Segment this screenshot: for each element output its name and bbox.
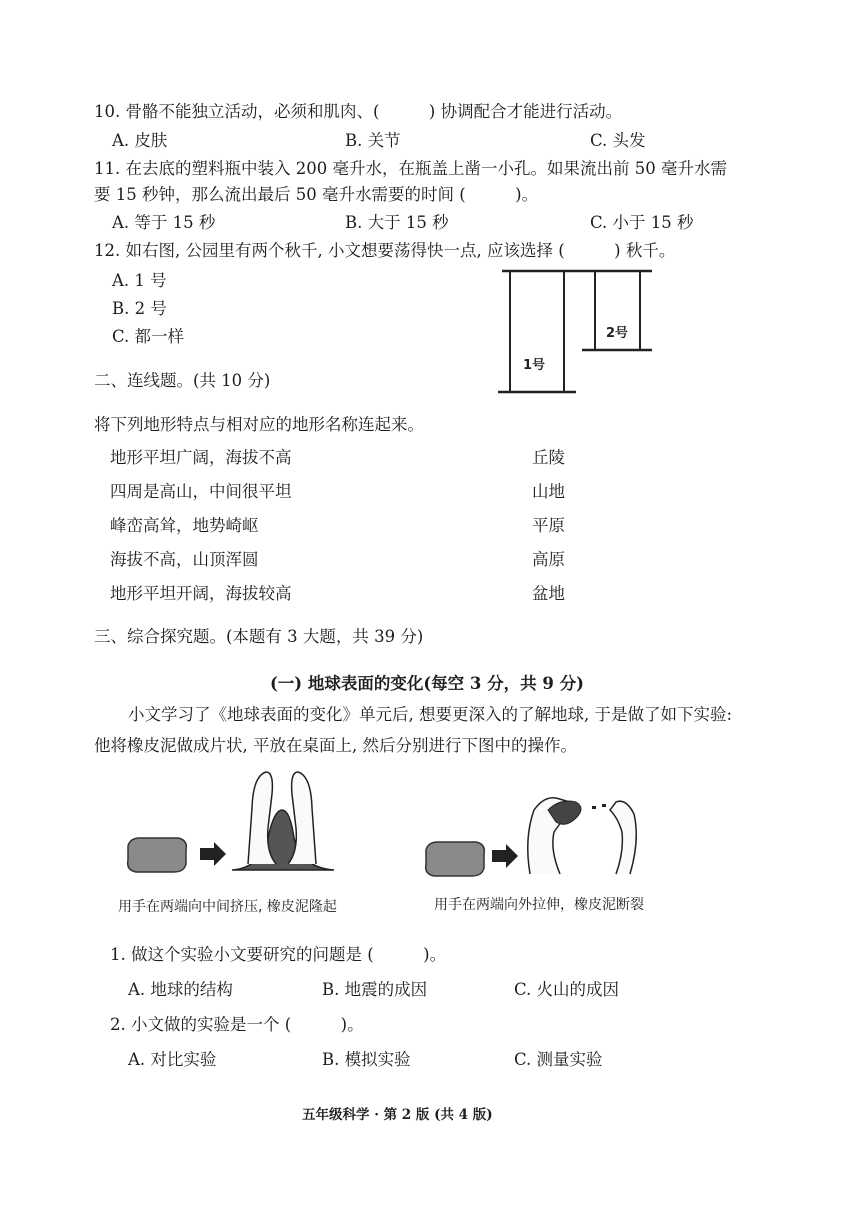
q12-stem: 12. 如右图, 公园里有两个秋千, 小文想要荡得快一点, 应该选择 ( ) 秋千。	[94, 241, 676, 260]
q12-option-b[interactable]: B. 2 号	[112, 299, 167, 318]
match-left-3[interactable]: 峰峦高耸，地势崎岖	[110, 516, 259, 535]
s3-q2-stem: 2. 小文做的实验是一个 ( )。	[110, 1015, 364, 1034]
match-left-1[interactable]: 地形平坦广阔，海拔不高	[110, 448, 292, 467]
q10-option-c[interactable]: C. 头发	[590, 131, 646, 150]
clay-fragment-icon	[602, 804, 606, 807]
q10-option-b[interactable]: B. 关节	[345, 131, 401, 150]
s3-q2-option-c[interactable]: C. 测量实验	[514, 1050, 603, 1069]
bulging-clay-icon	[232, 810, 334, 870]
page-footer: 五年级科学 · 第 2 版 (共 4 版)	[302, 1107, 493, 1123]
section3-subtitle: (一) 地球表面的变化(每空 3 分，共 9 分)	[270, 674, 584, 693]
match-right-5[interactable]: 盆地	[532, 584, 565, 603]
match-left-4[interactable]: 海拔不高，山顶浑圆	[110, 550, 259, 569]
swing1-label: 1号	[523, 358, 546, 373]
q10-stem: 10. 骨骼不能独立活动，必须和肌肉、( ) 协调配合才能进行活动。	[94, 102, 623, 121]
section3-title: 三、综合探究题。(本题有 3 大题，共 39 分)	[94, 627, 424, 646]
q11-stem-line1: 11. 在去底的塑料瓶中装入 200 毫升水，在瓶盖上凿一小孔。如果流出前 50 毫升水需	[94, 159, 727, 178]
section2-title: 二、连线题。(共 10 分)	[94, 371, 271, 390]
s3-q2-option-b[interactable]: B. 模拟实验	[322, 1050, 411, 1069]
q11-stem-line2: 要 15 秒钟，那么流出最后 50 毫升水需要的时间 ( )。	[94, 185, 539, 204]
caption-compress: 用手在两端向中间挤压, 橡皮泥隆起	[118, 899, 337, 915]
swing2-label: 2号	[606, 326, 629, 341]
match-right-2[interactable]: 山地	[532, 482, 565, 501]
q10-option-a[interactable]: A. 皮肤	[112, 131, 168, 150]
section2-instruction: 将下列地形特点与相对应的地形名称连起来。	[94, 415, 424, 434]
compress-experiment-figure	[120, 768, 370, 890]
arrow-right-icon	[200, 842, 226, 866]
right-hand-icon	[610, 801, 636, 874]
q11-option-b[interactable]: B. 大于 15 秒	[345, 213, 449, 232]
section3-intro-line1: 小文学习了《地球表面的变化》单元后, 想要更深入的了解地球, 于是做了如下实验:	[128, 705, 733, 724]
arrow-right-icon	[492, 844, 518, 868]
swings-figure	[490, 262, 665, 400]
clay-slab-icon	[426, 842, 485, 876]
s3-q1-option-c[interactable]: C. 火山的成因	[514, 980, 620, 999]
clay-fragment-icon	[592, 806, 596, 809]
match-right-1[interactable]: 丘陵	[532, 448, 565, 467]
s3-q1-option-b[interactable]: B. 地震的成因	[322, 980, 428, 999]
s3-q1-option-a[interactable]: A. 地球的结构	[128, 980, 233, 999]
match-right-4[interactable]: 高原	[532, 550, 565, 569]
match-left-2[interactable]: 四周是高山，中间很平坦	[110, 482, 292, 501]
s3-q2-option-a[interactable]: A. 对比实验	[128, 1050, 217, 1069]
q12-option-c[interactable]: C. 都一样	[112, 327, 185, 346]
match-left-5[interactable]: 地形平坦开阔，海拔较高	[110, 584, 292, 603]
q11-option-c[interactable]: C. 小于 15 秒	[590, 213, 694, 232]
s3-q1-stem: 1. 做这个实验小文要研究的问题是 ( )。	[110, 945, 447, 964]
caption-stretch: 用手在两端向外拉伸，橡皮泥断裂	[434, 897, 644, 913]
q11-option-a[interactable]: A. 等于 15 秒	[112, 213, 216, 232]
clay-slab-icon	[128, 838, 187, 872]
stretch-experiment-figure	[420, 788, 670, 888]
q12-option-a[interactable]: A. 1 号	[112, 271, 167, 290]
match-right-3[interactable]: 平原	[532, 516, 565, 535]
section3-intro-line2: 他将橡皮泥做成片状, 平放在桌面上, 然后分别进行下图中的操作。	[94, 736, 577, 755]
